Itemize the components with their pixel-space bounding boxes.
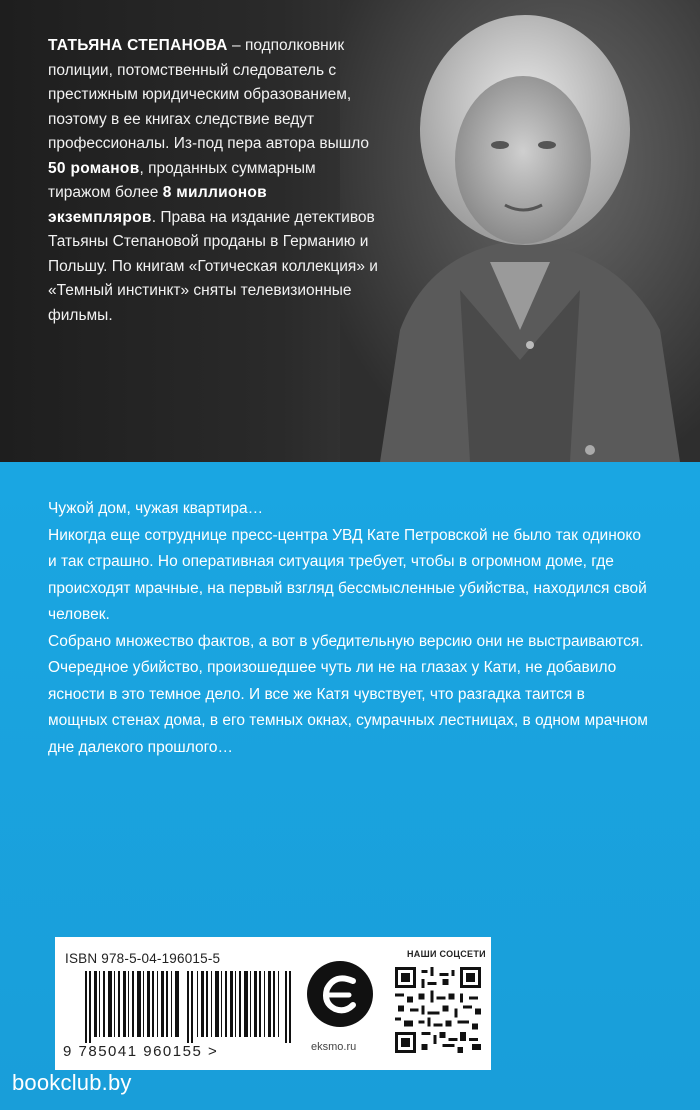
- publisher-site: eksmo.ru: [311, 1041, 357, 1053]
- circulation: 8 миллионов экземпляров: [48, 184, 267, 226]
- qr-title: НАШИ СОЦСЕТИ: [407, 949, 486, 959]
- bio-line1: подполковник полиции, потомственный следователь с престижным юридическим образованием, поэтому в ее книгах следствие ведут профессионалы.: [48, 37, 352, 152]
- eksmo-logo-icon: [305, 959, 375, 1029]
- author-name: ТАТЬЯНА СТЕПАНОВА: [48, 37, 228, 54]
- author-bio: [48, 34, 378, 328]
- isbn-label: ISBN 978-5-04-196015-5: [65, 951, 221, 966]
- dash: –: [227, 37, 241, 54]
- bio-line2-post: . Права на издание детективов Татьяны Степановой проданы в Германию и Польшу.: [48, 208, 375, 275]
- author-section: [0, 0, 700, 462]
- annotation-p1: Чужой дом, чужая квартира…: [48, 500, 264, 517]
- bio-line2-pre: Из-под пера автора вышло: [173, 135, 370, 152]
- author-photo: [340, 0, 700, 462]
- annotation-p3: Собрано множество фактов, а вот в убедительную версию они не выстраиваются. Очередное убийство, произошедшее чуть ли не на глазах у Кати, не добавило ясности в это темное дело. И все же Катя чувствует, что разгадка таится в мощных стенах дома, в его темных окнах, сумрачных лестницах, в одном мрачном дне далекого прошлого…: [48, 632, 648, 756]
- bio-line3: По книгам «Готическая коллекция» и «Темный инстинкт» сняты телевизионные фильмы.: [48, 257, 378, 324]
- bio-line2-mid: , проданных суммарным тиражом более: [48, 159, 316, 201]
- ean-digits: 9 785041 960155 >: [63, 1043, 219, 1060]
- annotation-p2: Никогда еще сотруднице пресс-центра УВД Кате Петровской не было так одиноко и так страшно. Но оперативная ситуация требует, чтобы в огромном доме, где происходят мрачные, на первый взгляд бессмысленные убийства, находился свой человек.: [48, 526, 647, 623]
- barcode-panel: [55, 937, 491, 1070]
- barcode-icon: [85, 971, 295, 1043]
- novels-count: 50 романов: [48, 159, 140, 177]
- book-annotation: [48, 496, 648, 761]
- qr-code-icon: [395, 967, 481, 1053]
- watermark: bookclub.by: [12, 1070, 132, 1095]
